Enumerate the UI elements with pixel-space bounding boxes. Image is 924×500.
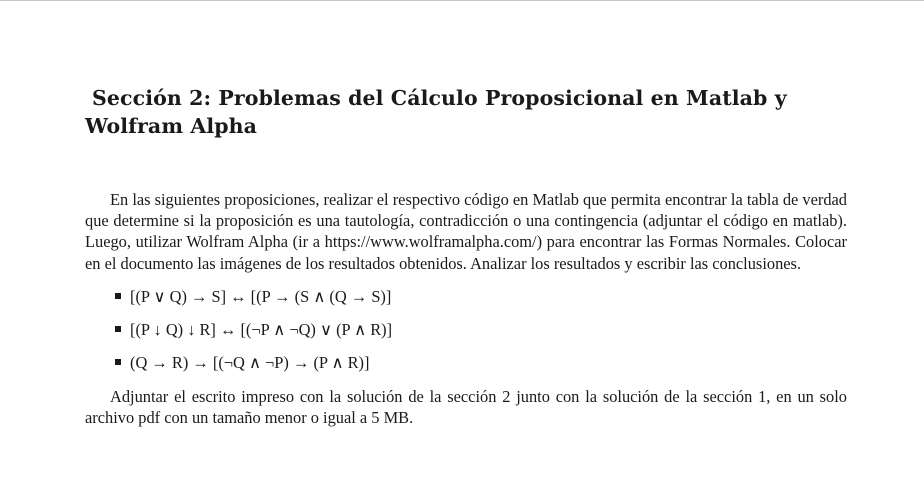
proposition-item [115, 286, 847, 307]
proposition-formula: [(P ∨ Q) → S] ↔ [(P → (S ∧ (Q → S)] [130, 286, 392, 306]
section-title: Sección 2: Problemas del Cálculo Proposicional en Matlab y Wolfram Alpha [85, 86, 787, 138]
square-bullet-icon [115, 359, 121, 365]
proposition-item [115, 319, 847, 340]
proposition-formula: (Q → R) → [(¬Q ∧ ¬P) → (P ∧ R)] [130, 352, 370, 372]
square-bullet-icon [115, 326, 121, 332]
square-bullet-icon [115, 293, 121, 299]
proposition-formula: [(P ↓ Q) ↓ R] ↔ [(¬P ∧ ¬Q) ∨ (P ∧ R)] [130, 319, 393, 339]
instructions-paragraph: En las siguientes proposiciones, realizar el respectivo código en Matlab que permita encontrar la tabla de verdad que determine si la proposición es una tautología, contradicción o una contingencia (adjuntar el código en matlab). Luego, utilizar Wolfram Alpha (ir a https://www.wolframalpha.com/) para encontrar las Formas Normales. Colocar en el documento las imágenes de los resultados obtenidos. Analizar los resultados y escribir las conclusiones. [85, 190, 847, 273]
page-top-border [0, 0, 924, 1]
document-page [85, 84, 847, 428]
submission-paragraph: Adjuntar el escrito impreso con la solución de la sección 2 junto con la solución de la sección 1, en un solo archivo pdf con un tamaño menor o igual a 5 MB. [85, 386, 847, 428]
proposition-item [115, 352, 847, 373]
propositions-list [85, 286, 847, 373]
